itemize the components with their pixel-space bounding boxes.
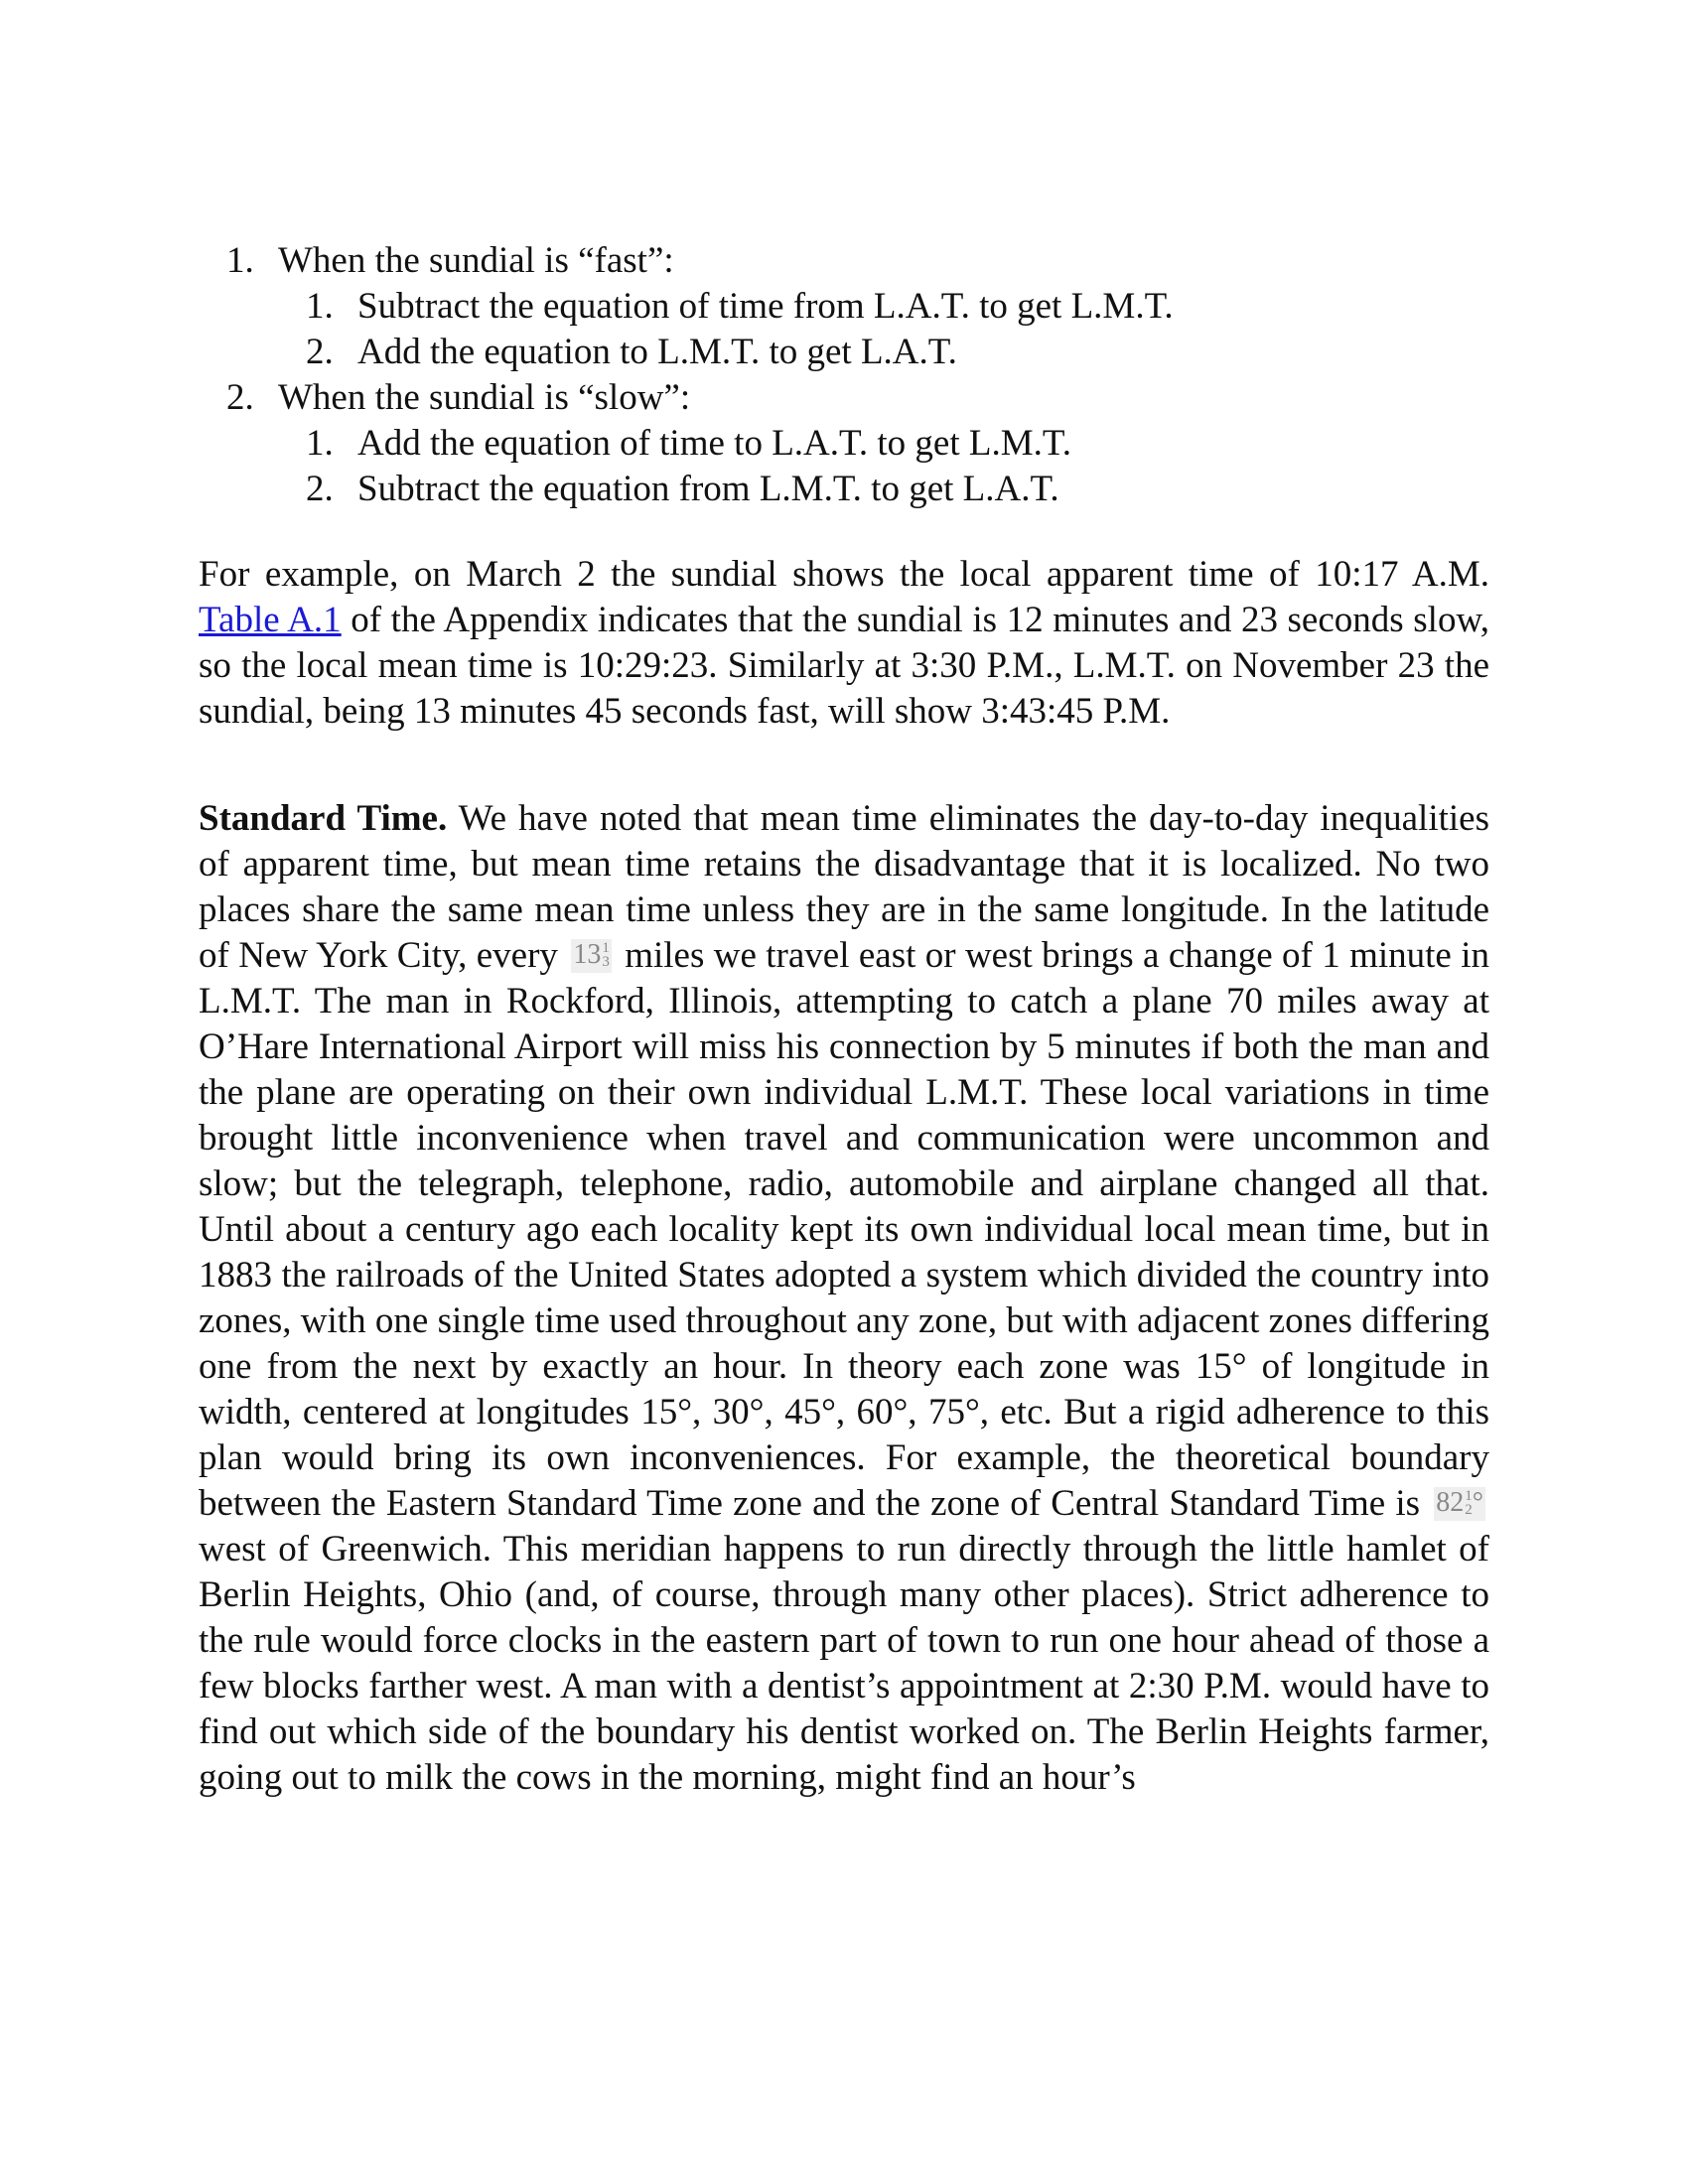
table-link[interactable]: Table A.1 [199, 600, 342, 640]
fraction-denominator: 3 [602, 954, 610, 970]
sub-list-item [199, 421, 1489, 467]
example-text-after: of the Appendix indicates that the sundial is 12 minutes and 23 seconds slow, so the local mean time is 10:29:23. Similarly at 3:30 P.M., L.M.T. on November 23 the sundial, being 13 minutes 45 seconds fast, will show 3:43:45 P.M. [199, 600, 1490, 732]
fraction-numerator: 1 [602, 940, 610, 956]
fraction-numerator: 1 [1465, 1488, 1473, 1504]
list-number: 2. [306, 332, 334, 372]
degree-symbol: ° [1472, 1487, 1483, 1518]
example-paragraph [199, 552, 1489, 735]
fraction-whole: 82 [1436, 1487, 1465, 1518]
paragraph-text: west of Greenwich. This meridian happens to run directly through the little hamlet of Berlin Heights, Ohio (and, of course, through many other places). Strict adherence to the rule would force clocks in the eastern part of town to run one hour ahead of those a few blocks farther west. A man with a dentist’s appointment at 2:30 P.M. would have to find out which side of the boundary his dentist worked on. The Berlin Heights farmer, going out to milk the cows in the morning, might find an hour’s [199, 1529, 1489, 1798]
list-item-text: Add the equation to L.M.T. to get L.A.T. [357, 332, 957, 372]
list-item-text: Subtract the equation from L.M.T. to get L.A.T. [357, 469, 1059, 509]
sub-list-item [199, 330, 1489, 375]
list-item-text: Subtract the equation of time from L.A.T. to get L.M.T. [357, 286, 1174, 327]
list-number: 1. [306, 286, 334, 327]
instruction-list [199, 238, 1489, 512]
list-item-text: Add the equation of time to L.A.T. to get L.M.T. [357, 423, 1071, 464]
section-heading: Standard Time. [199, 798, 448, 839]
list-number: 2. [306, 469, 334, 509]
fraction-image [571, 939, 612, 973]
fraction-denominator: 2 [1465, 1502, 1473, 1518]
fraction-image [1434, 1487, 1485, 1521]
list-item-text: When the sundial is “fast”: [278, 240, 674, 281]
paragraph-text: We have noted that mean time eliminates the day-to-day inequalities of apparent time, but mean time retains the disadvantage that it is localized. No two places share the same mean time unless they are in the same longitude. In the latitude of New York City, every [199, 798, 1490, 976]
fraction-whole: 13 [573, 939, 602, 970]
document-page [199, 238, 1489, 1801]
list-item [199, 375, 1489, 421]
list-number: 2. [226, 377, 254, 418]
sub-list-item [199, 284, 1489, 330]
list-item-text: When the sundial is “slow”: [278, 377, 691, 418]
example-text-before: For example, on March 2 the sundial shows the local apparent time of 10:17 A.M. [199, 554, 1489, 595]
list-number: 1. [306, 423, 334, 464]
list-item [199, 238, 1489, 284]
sub-list-item [199, 467, 1489, 512]
paragraph-text: miles we travel east or west brings a change of 1 minute in L.M.T. The man in Rockford, Illinois, attempting to catch a plane 70 miles away at O’Hare International Airport will miss his connection by 5 minutes if both the man and the plane are operating on their own individual L.M.T. These local variations in time brought little inconvenience when travel and communication were uncommon and slow; but the telegraph, telephone, radio, automobile and airplane changed all that. Until about a century ago each locality kept its own individual local mean time, but in 1883 the railroads of the United States adopted a system which divided the country into zones, with one single time used throughout any zone, but with adjacent zones differing one from the next by exactly an hour. In theory each zone was 15° of longitude in width, centered at longitudes 15°, 30°, 45°, 60°, 75°, etc. But a rigid adherence to this plan would bring its own inconveniences. For example, the theoretical boundary between the Eastern Standard Time zone and the zone of Central Standard Time is [199, 935, 1490, 1524]
list-number: 1. [226, 240, 254, 281]
standard-time-paragraph [199, 796, 1489, 1801]
